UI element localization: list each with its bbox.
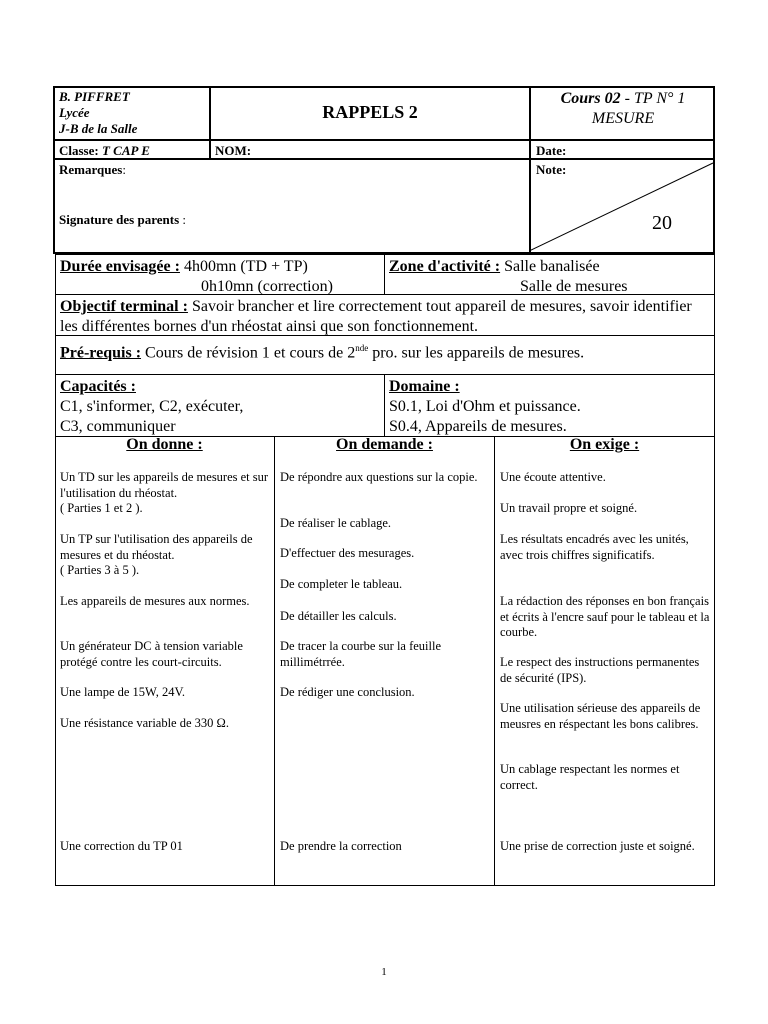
- date-field: Date:: [536, 143, 567, 158]
- domaine-label: Domaine :: [389, 378, 460, 395]
- course-subject: MESURE: [591, 110, 655, 127]
- duree-label: Durée envisagée :: [60, 258, 180, 275]
- page-number: 1: [381, 966, 387, 978]
- exige-item: La rédaction des réponses en bon français et écrits à l'encre sauf pour le tableau et la courbe.: [500, 594, 710, 639]
- exige-header: On exige :: [569, 436, 640, 453]
- zone-block: [389, 257, 713, 297]
- domaine-block: Domaine : S0.1, Loi d'Ohm et puissance. S0.4, Appareils de mesures.: [389, 377, 711, 437]
- note-slash: [529, 160, 715, 254]
- demande-item: De détailler les calculs.: [280, 609, 397, 623]
- zone-value-2: Salle de mesures: [520, 278, 628, 295]
- author-block: [59, 89, 209, 137]
- course-block: [531, 89, 715, 129]
- remarques-label: Remarques:: [59, 162, 126, 177]
- zone-label: Zone d'activité :: [389, 258, 501, 275]
- objectif-label: Objectif terminal :: [60, 298, 188, 315]
- demande-item: De répondre aux questions sur la copie.: [280, 470, 478, 484]
- classe-field: Classe: T CAP E: [59, 143, 150, 158]
- donne-item: ( Parties 3 à 5 ).: [60, 563, 140, 577]
- donne-item: Un TP sur l'utilisation des appareils de mesures et du rhéostat.: [60, 532, 253, 562]
- prereq-block: Pré-requis : Cours de révision 1 et cours de 2nde pro. sur les appareils de mesures.: [60, 343, 585, 362]
- demande-item: De réaliser le cablage.: [280, 516, 392, 530]
- signature-label: Signature des parents :: [59, 212, 187, 227]
- capacites-block: Capacités : C1, s'informer, C2, exécuter, C3, communiquer: [60, 377, 382, 437]
- demande-item: De prendre la correction: [280, 839, 402, 853]
- nom-field: NOM:: [215, 143, 252, 158]
- course-number: Cours 02: [560, 90, 621, 107]
- donne-item: Une correction du TP 01: [60, 839, 183, 853]
- donne-item: Les appareils de mesures aux normes.: [60, 594, 250, 608]
- exige-item: Un cablage respectant les normes et correct.: [500, 762, 680, 792]
- exige-item: Une utilisation sérieuse des appareils de meusres en réspectant les bons calibres.: [500, 701, 701, 731]
- author-name: B. PIFFRET: [59, 89, 130, 104]
- objectif-text: Savoir brancher et lire correctement tout appareil de mesures, savoir identifier les différentes bornes d'un rhéostat ainsi que son fonctionnement.: [60, 298, 692, 335]
- school-label: Lycée: [59, 105, 90, 120]
- demande-item: De rédiger une conclusion.: [280, 685, 415, 699]
- note-label: Note:: [536, 162, 567, 177]
- exige-item: Une écoute attentive.: [500, 470, 606, 484]
- capacites-label: Capacités :: [60, 378, 136, 395]
- tp-number: - TP N° 1: [620, 90, 686, 107]
- zone-value: Salle banalisée: [500, 258, 600, 275]
- note-denominator: 20: [652, 212, 672, 234]
- demande-item: De tracer la courbe sur la feuille millimétrrée.: [280, 639, 442, 669]
- exige-item: Les résultats encadrés avec les unités, avec trois chiffres significatifs.: [500, 532, 689, 562]
- exige-item: Une prise de correction juste et soigné.: [500, 839, 695, 853]
- prereq-label: Pré-requis :: [60, 344, 142, 362]
- exige-item: Le respect des instructions permanentes de sécurité (IPS).: [500, 655, 700, 685]
- donne-item: ( Parties 1 et 2 ).: [60, 501, 143, 515]
- duree-correction: 0h10mn (correction): [201, 278, 333, 295]
- divider: [53, 139, 715, 141]
- duree-block: [60, 257, 384, 297]
- duree-value: 4h00mn (TD + TP): [179, 258, 308, 275]
- demande-item: De completer le tableau.: [280, 577, 403, 591]
- classe-value: T CAP E: [101, 143, 150, 158]
- donne-header: On donne :: [126, 436, 203, 453]
- donne-item: Un générateur DC à tension variable protégé contre les court-circuits.: [60, 639, 243, 669]
- objectif-block: [60, 297, 712, 337]
- demande-header: On demande :: [336, 436, 433, 453]
- donne-item: Une résistance variable de 330 Ω.: [60, 716, 229, 730]
- school-name: J-B de la Salle: [59, 121, 138, 136]
- page-title: RAPPELS 2: [322, 102, 418, 122]
- demande-item: D'effectuer des mesurages.: [280, 546, 415, 560]
- donne-item: Un TD sur les appareils de mesures et sur l'utilisation du rhéostat.: [60, 470, 269, 500]
- exige-item: Un travail propre et soigné.: [500, 501, 638, 515]
- donne-item: Une lampe de 15W, 24V.: [60, 685, 185, 699]
